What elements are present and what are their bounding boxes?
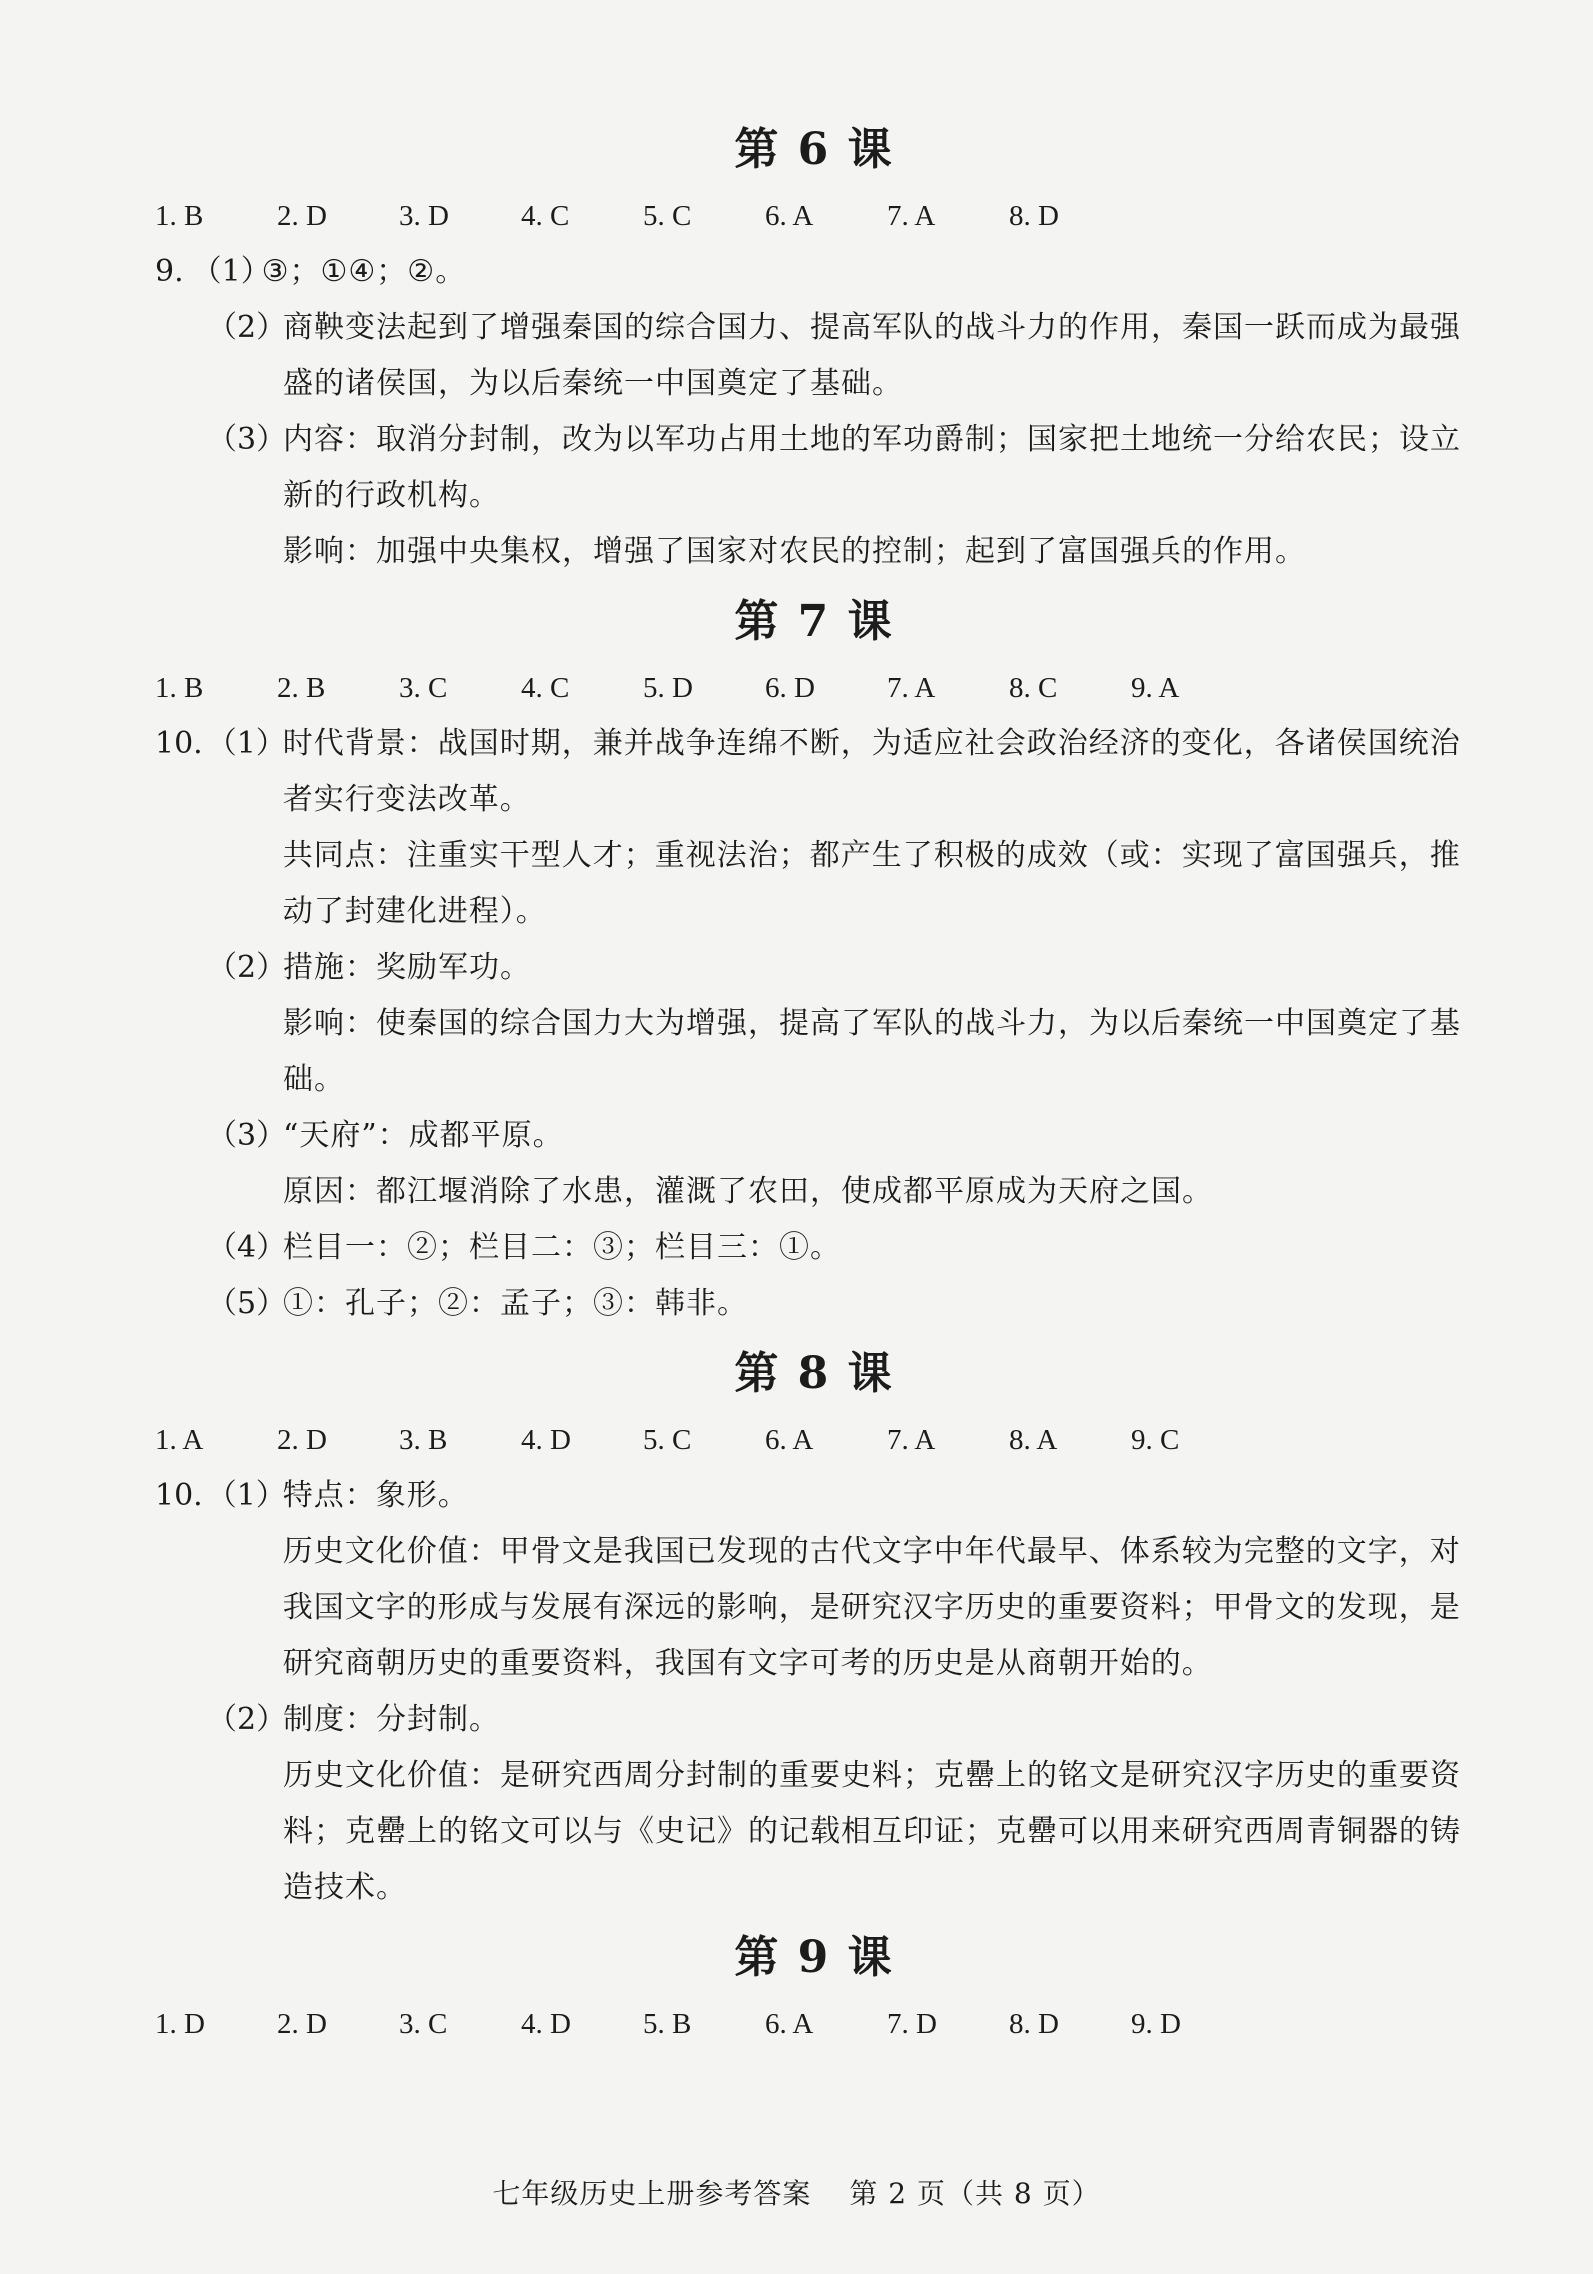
choice-answer: 5. D (643, 672, 693, 704)
answer-text: 特点：象形。 (282, 1478, 469, 1513)
choice-answer: 2. D (277, 1424, 327, 1456)
choice-answer: 6. A (765, 200, 814, 232)
answer-text: 影响：使秦国的综合国力大为增强，提高了军队的战斗力，为以后秦统一中国奠定了基础。 (283, 1006, 1461, 1097)
part-tag: （2） (207, 950, 287, 985)
answer-text: 内容：取消分封制，改为以军功占用土地的军功爵制；国家把土地统一分给农民；设立新的行政机构。 (283, 422, 1461, 513)
choice-answer: 8. C (1009, 672, 1058, 704)
lesson-7-title: 第 7 课 (734, 596, 894, 647)
choice-answer: 7. D (887, 2008, 937, 2040)
choice-answer: 1. B (155, 672, 204, 704)
choice-answer: 8. D (1009, 2008, 1059, 2040)
answer-text: 共同点：注重实干型人才；重视法治；都产生了积极的成效（或：实现了富国强兵，推动了封建化进程）。 (282, 838, 1461, 929)
l8-q10-part2 (155, 1692, 1473, 1916)
question-number: 10. (155, 726, 203, 761)
answer-text: 制度：分封制。 (283, 1702, 500, 1737)
part-tag: （1） (206, 726, 286, 761)
choice-answer: 6. D (765, 672, 815, 704)
choice-answer: 7. A (887, 200, 936, 232)
lesson-6-title: 第 6 课 (734, 124, 894, 175)
choice-answer: 2. B (277, 672, 326, 704)
page-footer (0, 2172, 1593, 2212)
answer-text: 时代背景：战国时期，兼并战争连绵不断，为适应社会政治经济的变化，各诸侯国统治者实行变法改革。 (282, 726, 1461, 817)
l7-q10-part2 (155, 940, 1473, 1108)
choice-answer: 8. D (1009, 200, 1059, 232)
choice-answer: 2. D (277, 200, 327, 232)
answer-text: 原因：都江堰消除了水患，灌溉了农田，使成都平原成为天府之国。 (283, 1174, 1213, 1209)
answer-text: ③；①④；②。 (261, 254, 467, 289)
answer-text: “天府”：成都平原。 (283, 1118, 564, 1153)
part-tag: （1） (191, 254, 271, 289)
choice-answer: 3. D (399, 200, 449, 232)
choice-answer: 6. A (765, 1424, 814, 1456)
choice-answer: 1. A (155, 1424, 204, 1456)
answer-text: 商鞅变法起到了增强秦国的综合国力、提高军队的战斗力的作用，秦国一跃而成为最强盛的诸侯国，为以后秦统一中国奠定了基础。 (283, 310, 1461, 401)
l8-q10-part1 (155, 1468, 1473, 1692)
choice-answer: 9. D (1131, 2008, 1181, 2040)
part-tag: （3） (207, 422, 287, 457)
l6-q9-part1 (155, 244, 1473, 300)
lesson-8-choices (155, 1412, 1473, 1468)
choice-answer: 7. A (887, 672, 936, 704)
part-tag: （5） (207, 1286, 287, 1321)
choice-answer: 4. D (521, 2008, 571, 2040)
choice-answer: 1. D (155, 2008, 205, 2040)
choice-answer: 5. C (643, 200, 692, 232)
question-number: 9. (155, 254, 184, 289)
l6-q9-part3 (155, 412, 1473, 580)
answer-text: 影响：加强中央集权，增强了国家对农民的控制；起到了富国强兵的作用。 (283, 534, 1306, 569)
l7-q10-part1 (155, 716, 1473, 940)
choice-answer: 7. A (887, 1424, 936, 1456)
choice-answer: 2. D (277, 2008, 327, 2040)
l7-q10-part3 (155, 1108, 1473, 1220)
choice-answer: 5. C (643, 1424, 692, 1456)
answer-text: 栏目一：②；栏目二：③；栏目三：①。 (283, 1230, 841, 1265)
question-number: 10. (155, 1478, 203, 1513)
part-tag: （2） (207, 1702, 287, 1737)
answer-text: 历史文化价值：是研究西周分封制的重要史料；克罍上的铭文是研究汉字历史的重要资料；克罍上的铭文可以与《史记》的记载相互印证；克罍可以用来研究西周青铜器的铸造技术。 (283, 1758, 1461, 1905)
choice-answer: 3. B (399, 1424, 448, 1456)
part-tag: （3） (207, 1118, 287, 1153)
lesson-9-title: 第 9 课 (734, 1932, 894, 1983)
choice-answer: 1. B (155, 200, 204, 232)
choice-answer: 6. A (765, 2008, 814, 2040)
part-tag: （2） (207, 310, 287, 345)
lesson-6-choices (155, 188, 1473, 244)
part-tag: （4） (207, 1230, 287, 1265)
choice-answer: 9. A (1131, 672, 1180, 704)
choice-answer: 8. A (1009, 1424, 1058, 1456)
choice-answer: 9. C (1131, 1424, 1180, 1456)
choice-answer: 4. D (521, 1424, 571, 1456)
lesson-7-choices (155, 660, 1473, 716)
choice-answer: 3. C (399, 2008, 448, 2040)
answer-text: ①：孔子；②：孟子；③：韩非。 (283, 1286, 748, 1321)
l7-q10-part4 (155, 1220, 1473, 1276)
answer-text: 措施：奖励军功。 (283, 950, 531, 985)
answer-text: 历史文化价值：甲骨文是我国已发现的古代文字中年代最早、体系较为完整的文字，对我国文字的形成与发展有深远的影响，是研究汉字历史的重要资料；甲骨文的发现，是研究商朝历史的重要资料，我国有文字可考的历史是从商朝开始的。 (282, 1534, 1461, 1681)
choice-answer: 5. B (643, 2008, 692, 2040)
part-tag: （1） (206, 1478, 286, 1513)
footer-page-number: 第 2 页（共 8 页） (849, 2177, 1101, 2210)
footer-doc-title: 七年级历史上册参考答案 (492, 2177, 812, 2210)
lesson-8-title: 第 8 课 (734, 1348, 894, 1399)
lesson-9-choices (155, 1996, 1473, 2052)
l7-q10-part5 (155, 1276, 1473, 1332)
choice-answer: 3. C (399, 672, 448, 704)
choice-answer: 4. C (521, 200, 570, 232)
choice-answer: 4. C (521, 672, 570, 704)
l6-q9-part2 (155, 300, 1473, 412)
